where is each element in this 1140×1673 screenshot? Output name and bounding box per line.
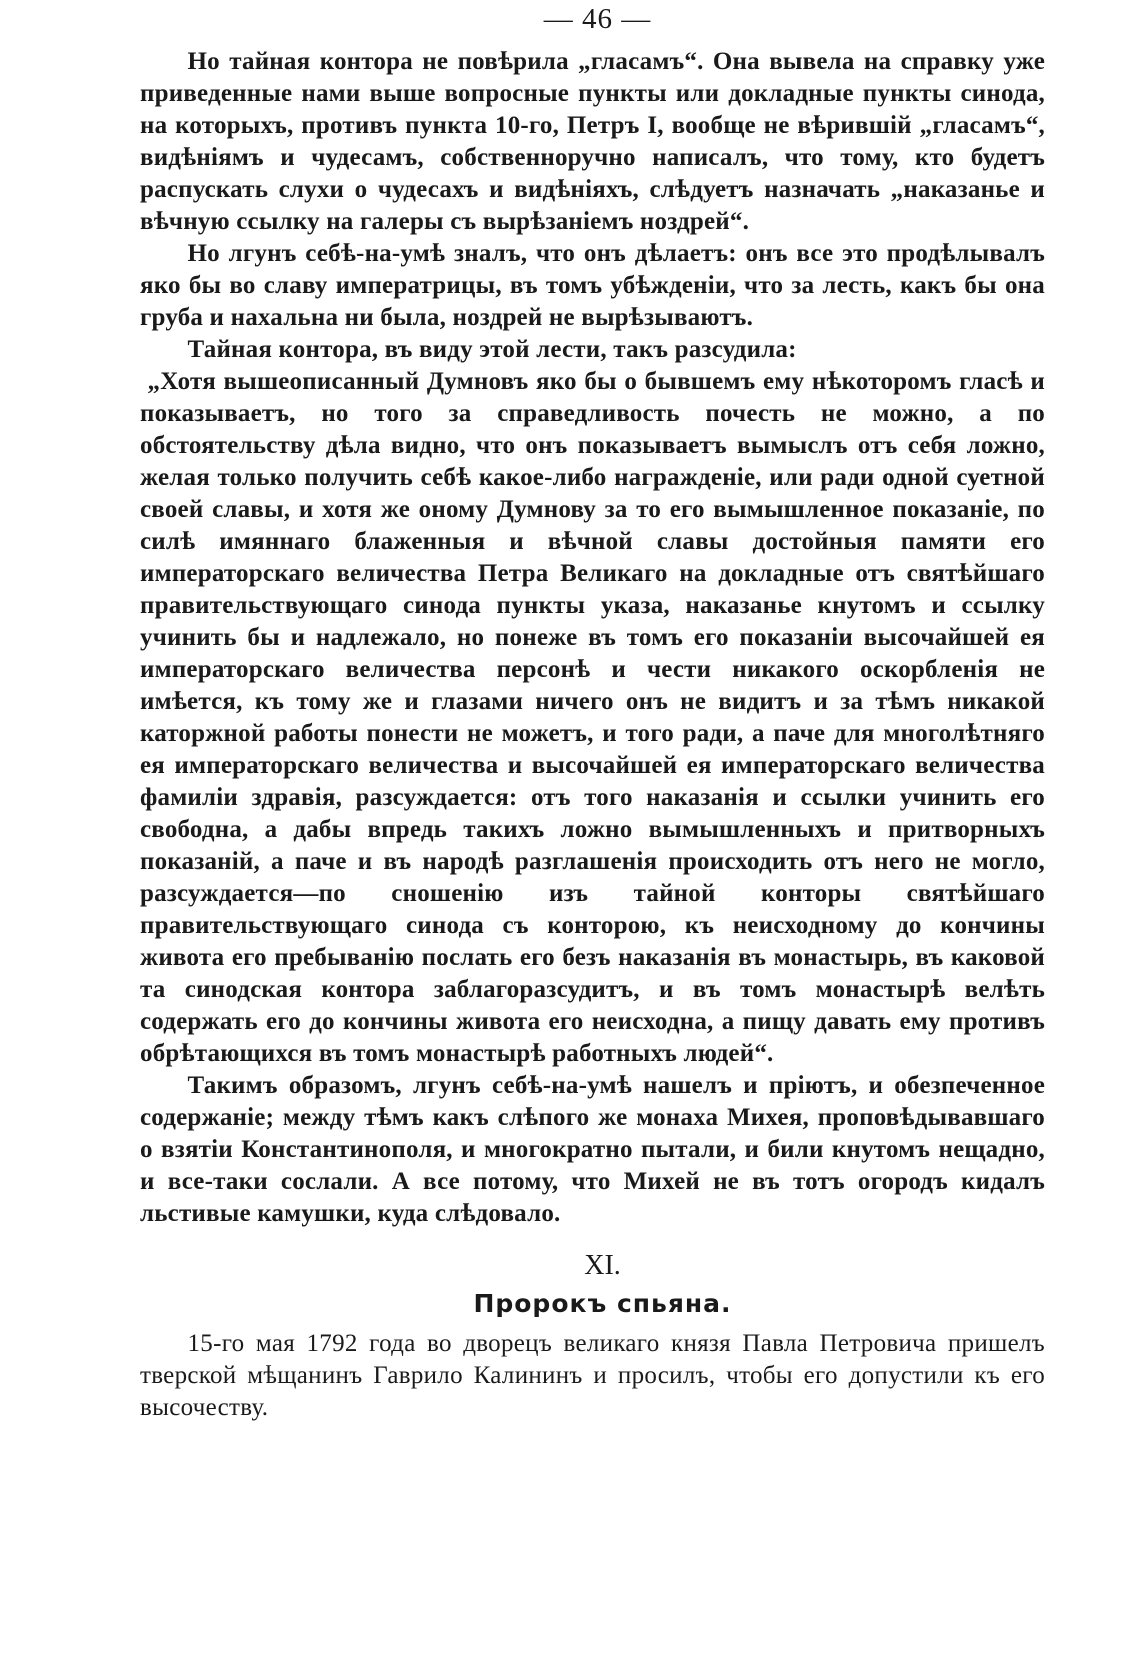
chapter-title: Пророкъ спьяна.: [473, 1289, 732, 1318]
quoted-resolution: „Хотя вышеописанный Думновъ яко бы о бывшемъ ему нѣкоторомъ гласѣ и показываетъ, но того за справедливость почесть не можно, а по обстоятельству дѣла видно, что онъ показываетъ вымыслъ отъ себя ложно, желая только получить себѣ какое-либо награжденіе, или ради одной суетной своей славы, и хотя же оному Думнову за то его вымышленное показаніе, по силѣ имяннаго блаженныя и вѣчной славы достойныя памяти его императорскаго величества Петра Великаго на докладные отъ святѣйшаго правительствующаго синода пункты указа, наказанье кнутомъ и ссылку учинить бы и надлежало, но понеже въ томъ его показаніи высочайшей ея императорскаго величества персонѣ и чести никакого оскорбленія не имѣется, къ тому же и глазами ничего онъ не видитъ и за тѣмъ никакой каторжной работы понести не можетъ, и того ради, а паче для многолѣтняго ея императорскаго величества и высочайшей ея императорскаго величества фамиліи здравія, разсуждается: отъ того наказанія и ссылки учинить его свободна, а дабы впредь такихъ ложно вымышленныхъ и притворныхъ показаній, а паче и въ народѣ разглашенія происходить отъ него не могло, разсуждается—по сношенію изъ тайной конторы святѣйшаго правительствующаго синода съ конторою, къ неисходному до кончины живота его пребыванію послать его безъ наказанія въ монастырь, въ каковой та синодская контора заблагоразсудитъ, и въ томъ монастырѣ велѣть содержать его до кончины живота его неисходна, а пищу давать ему противъ обрѣтающихся въ томъ монастырѣ работныхъ людей“.: [140, 368, 1045, 1067]
page-number: — 46 —: [543, 3, 652, 35]
chapter-number: XI.: [584, 1250, 621, 1281]
paragraph: Но лгунъ себѣ-на-умѣ зналъ, что онъ дѣлаетъ: онъ все это продѣлывалъ яко бы во славу императрицы, въ томъ убѣжденіи, что за лесть, какъ бы она груба и нахальна ни была, ноздрей не вырѣзываютъ.: [140, 240, 1045, 331]
chapter-paragraph: 15-го мая 1792 года во дворецъ великаго князя Павла Петровича пришелъ тверской мѣщанинъ Гаврило Калининъ и просилъ, чтобы его допустили къ его высочеству.: [140, 1330, 1045, 1421]
paragraph: Такимъ образомъ, лгунъ себѣ-на-умѣ нашелъ и пріютъ, и обезпеченное содержаніе; между тѣмъ какъ слѣпого же монаха Михея, проповѣдывавшаго о взятіи Константинополя, и многократно пытали, и били кнутомъ нещадно, и все-таки сослали. А все потому, что Михей не въ тотъ огородъ кидалъ льстивые камушки, куда слѣдовало.: [140, 1072, 1045, 1227]
paragraph: Тайная контора, въ виду этой лести, такъ разсудила:: [187, 336, 797, 363]
page-body: [140, 46, 1045, 1424]
paragraph: Но тайная контора не повѣрила „гласамъ“. Она вывела на справку уже приведенные нами выше вопросные пункты или докладные пункты синода, на которыхъ, противъ пункта 10-го, Петръ I, вообще не вѣрившій „гласамъ“, видѣніямъ и чудесамъ, собственноручно написалъ, что тому, кто будетъ распускать слухи о чудесахъ и видѣніяхъ, слѣдуетъ назначать „наказанье и вѣчную ссылку на галеры съ вырѣзаніемъ ноздрей“.: [140, 48, 1045, 235]
